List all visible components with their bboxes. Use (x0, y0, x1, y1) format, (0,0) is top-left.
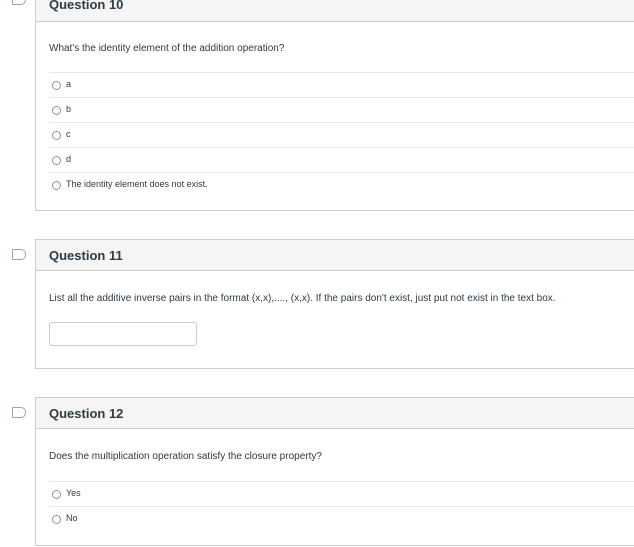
answer-option-yes[interactable] (49, 481, 634, 507)
answer-label: The identity element does not exist. (66, 179, 208, 189)
radio-button[interactable] (52, 81, 61, 90)
question-text: Does the multiplication operation satisfy the closure property? (49, 451, 322, 462)
radio-button[interactable] (52, 490, 61, 499)
question-header (36, 0, 634, 22)
answer-label: b (66, 104, 72, 114)
answer-option-a[interactable] (49, 72, 634, 98)
answer-label: a (66, 79, 72, 89)
question-card-12 (35, 397, 634, 546)
radio-button[interactable] (52, 515, 61, 524)
question-title: Question 10 (49, 0, 124, 12)
radio-button[interactable] (52, 156, 61, 165)
flag-question-icon[interactable] (12, 407, 26, 418)
answer-label: Yes (66, 488, 81, 498)
question-title: Question 12 (49, 406, 124, 421)
answer-label: c (66, 129, 71, 139)
radio-button[interactable] (52, 131, 61, 140)
answer-text-input[interactable] (49, 322, 197, 346)
answer-option-c[interactable] (49, 122, 634, 148)
answer-label: No (66, 513, 78, 523)
flag-question-icon[interactable] (12, 249, 26, 260)
question-header (36, 240, 634, 271)
question-card-10 (35, 0, 634, 211)
question-card-11 (35, 239, 634, 369)
answer-option-d[interactable] (49, 147, 634, 173)
question-title: Question 11 (49, 248, 123, 263)
answer-label: d (66, 154, 72, 164)
answer-option-not-exist[interactable] (49, 172, 634, 198)
answer-option-no[interactable] (49, 506, 634, 532)
answer-option-b[interactable] (49, 97, 634, 123)
radio-button[interactable] (52, 106, 61, 115)
question-text: What's the identity element of the addition operation? (49, 43, 285, 54)
radio-button[interactable] (52, 181, 61, 190)
question-text: List all the additive inverse pairs in the format (x,x),...., (x,x). If the pairs don't exist, just put not exist in the text box. (49, 293, 556, 304)
question-header (36, 398, 634, 429)
flag-question-icon[interactable] (12, 0, 26, 5)
